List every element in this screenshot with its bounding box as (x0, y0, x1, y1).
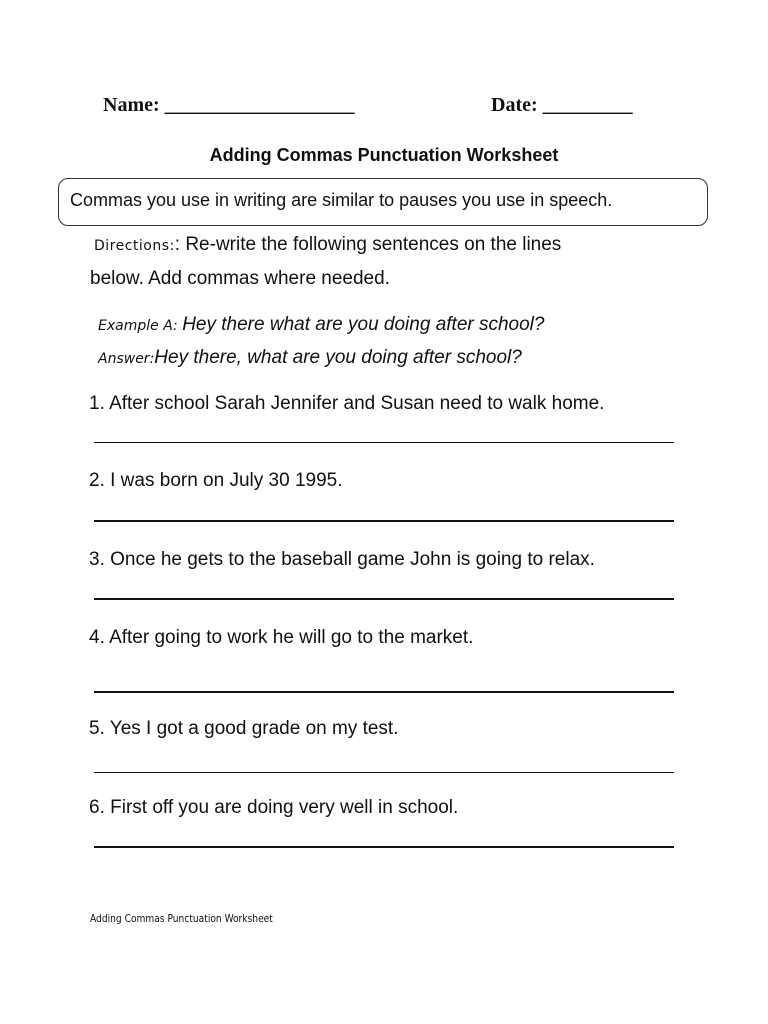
question-6: 6. First off you are doing very well in school. (89, 797, 459, 818)
info-box (58, 178, 708, 226)
answer-line-6[interactable] (94, 846, 674, 848)
directions-label: Directions: (94, 238, 175, 254)
answer-text: Hey there, what are you doing after school? (154, 347, 522, 368)
question-2: 2. I was born on July 30 1995. (89, 470, 343, 491)
example-sentence: Hey there what are you doing after school? (182, 314, 545, 335)
name-label: Name: ___________________ (103, 94, 355, 116)
footer-text: Adding Commas Punctuation Worksheet (90, 912, 273, 925)
example-answer (98, 347, 522, 369)
directions-text-line2: below. Add commas where needed. (90, 268, 390, 289)
answer-line-2[interactable] (94, 520, 674, 522)
answer-line-5[interactable] (94, 772, 674, 773)
example-label: Example A: (98, 318, 178, 334)
question-1: 1. After school Sarah Jennifer and Susan need to walk home. (89, 393, 605, 414)
example (98, 314, 544, 336)
question-3: 3. Once he gets to the baseball game John is going to relax. (89, 549, 595, 570)
info-box-text: Commas you use in writing are similar to pauses you use in speech. (70, 190, 613, 210)
directions-text: : Re-write the following sentences on the lines (174, 234, 562, 255)
answer-label: Answer: (98, 351, 155, 367)
answer-line-3[interactable] (94, 598, 674, 600)
page-title: Adding Commas Punctuation Worksheet (209, 145, 559, 165)
question-4: 4. After going to work he will go to the market. (89, 627, 474, 648)
question-5: 5. Yes I got a good grade on my test. (89, 718, 399, 739)
answer-line-4[interactable] (94, 691, 674, 693)
date-label: Date: _________ (491, 94, 633, 116)
answer-line-1[interactable] (94, 442, 674, 443)
directions (94, 234, 561, 256)
